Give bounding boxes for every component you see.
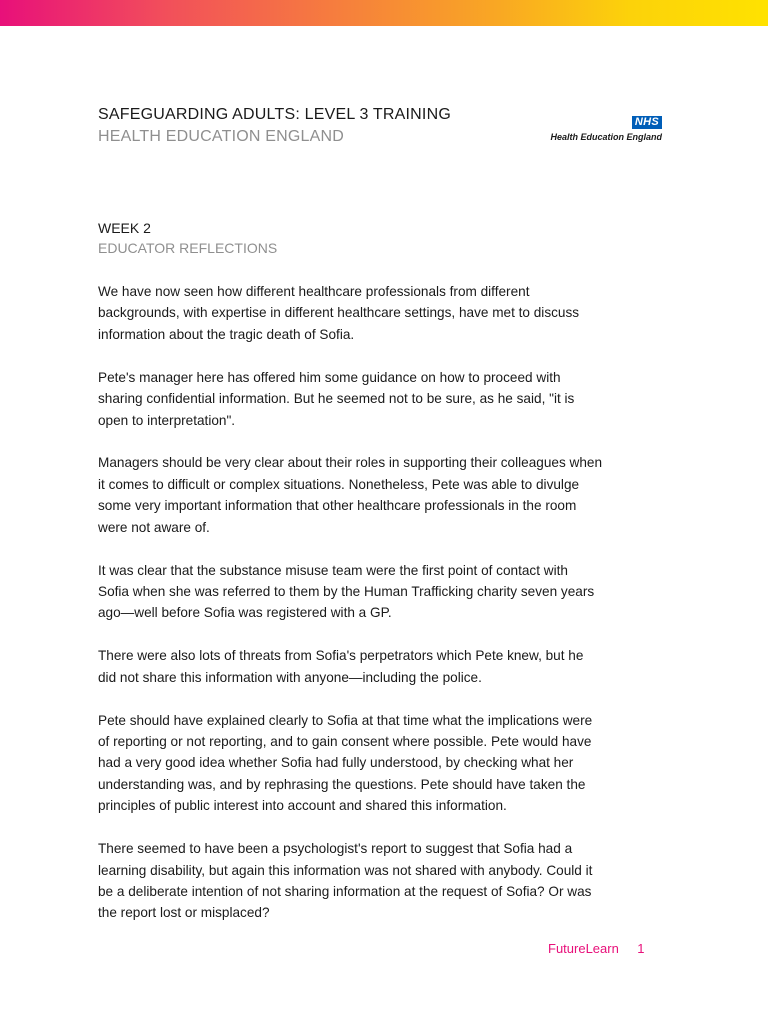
paragraph: There were also lots of threats from Sofia's perpetrators which Pete knew, but he did not share this information with anyone—including the police. xyxy=(98,648,584,685)
section-heading xyxy=(98,218,277,258)
section-subtitle: EDUCATOR REFLECTIONS xyxy=(98,240,278,256)
document-header xyxy=(98,104,451,148)
body-text xyxy=(98,281,670,945)
paragraph: It was clear that the substance misuse team were the first point of contact with Sofia when she was referred to them by the Human Trafficking charity seven years ago—well before Sofia was registered with a GP. xyxy=(98,562,595,621)
document-subtitle: HEALTH EDUCATION ENGLAND xyxy=(98,128,345,145)
paragraph: There seemed to have been a psychologist's report to suggest that Sofia had a learning disability, but again this information was not shared with anybody. Could it be a deliberate intention of not sharing information at the request of Sofia? Or was the report lost or misplaced? xyxy=(98,841,593,921)
document-title: SAFEGUARDING ADULTS: LEVEL 3 TRAINING xyxy=(98,106,451,123)
footer-brand: FutureLearn xyxy=(548,941,619,956)
nhs-logo xyxy=(546,112,662,143)
nhs-badge-icon: NHS xyxy=(632,116,662,129)
paragraph: We have now seen how different healthcare professionals from different backgrounds, with expertise in different healthcare settings, have met to discuss information about the tragic death of Sofia. xyxy=(98,284,580,342)
page-number: 1 xyxy=(637,941,645,956)
week-label: WEEK 2 xyxy=(98,220,151,236)
gradient-header-bar xyxy=(0,0,768,26)
paragraph: Pete should have explained clearly to Sofia at that time what the implications were of reporting or not reporting, and to gain consent where possible. Pete would have had a very good idea whether Sofia had fully understood, by checking what her understanding was, and by rephrasing the questions. Pete should have taken the principles of public interest into account and shared this information. xyxy=(98,712,593,814)
paragraph: Managers should be very clear about their roles in supporting their colleagues when it comes to difficult or complex situations. Nonetheless, Pete was able to divulge some very important information that other healthcare professionals in the room were not aware of. xyxy=(98,455,603,535)
paragraph: Pete's manager here has offered him some guidance on how to proceed with sharing confidential information. But he seemed not to be sure, as he said, "it is open to interpretation". xyxy=(98,369,575,428)
page-footer xyxy=(548,940,645,958)
nhs-org-name: Health Education England xyxy=(550,132,662,142)
